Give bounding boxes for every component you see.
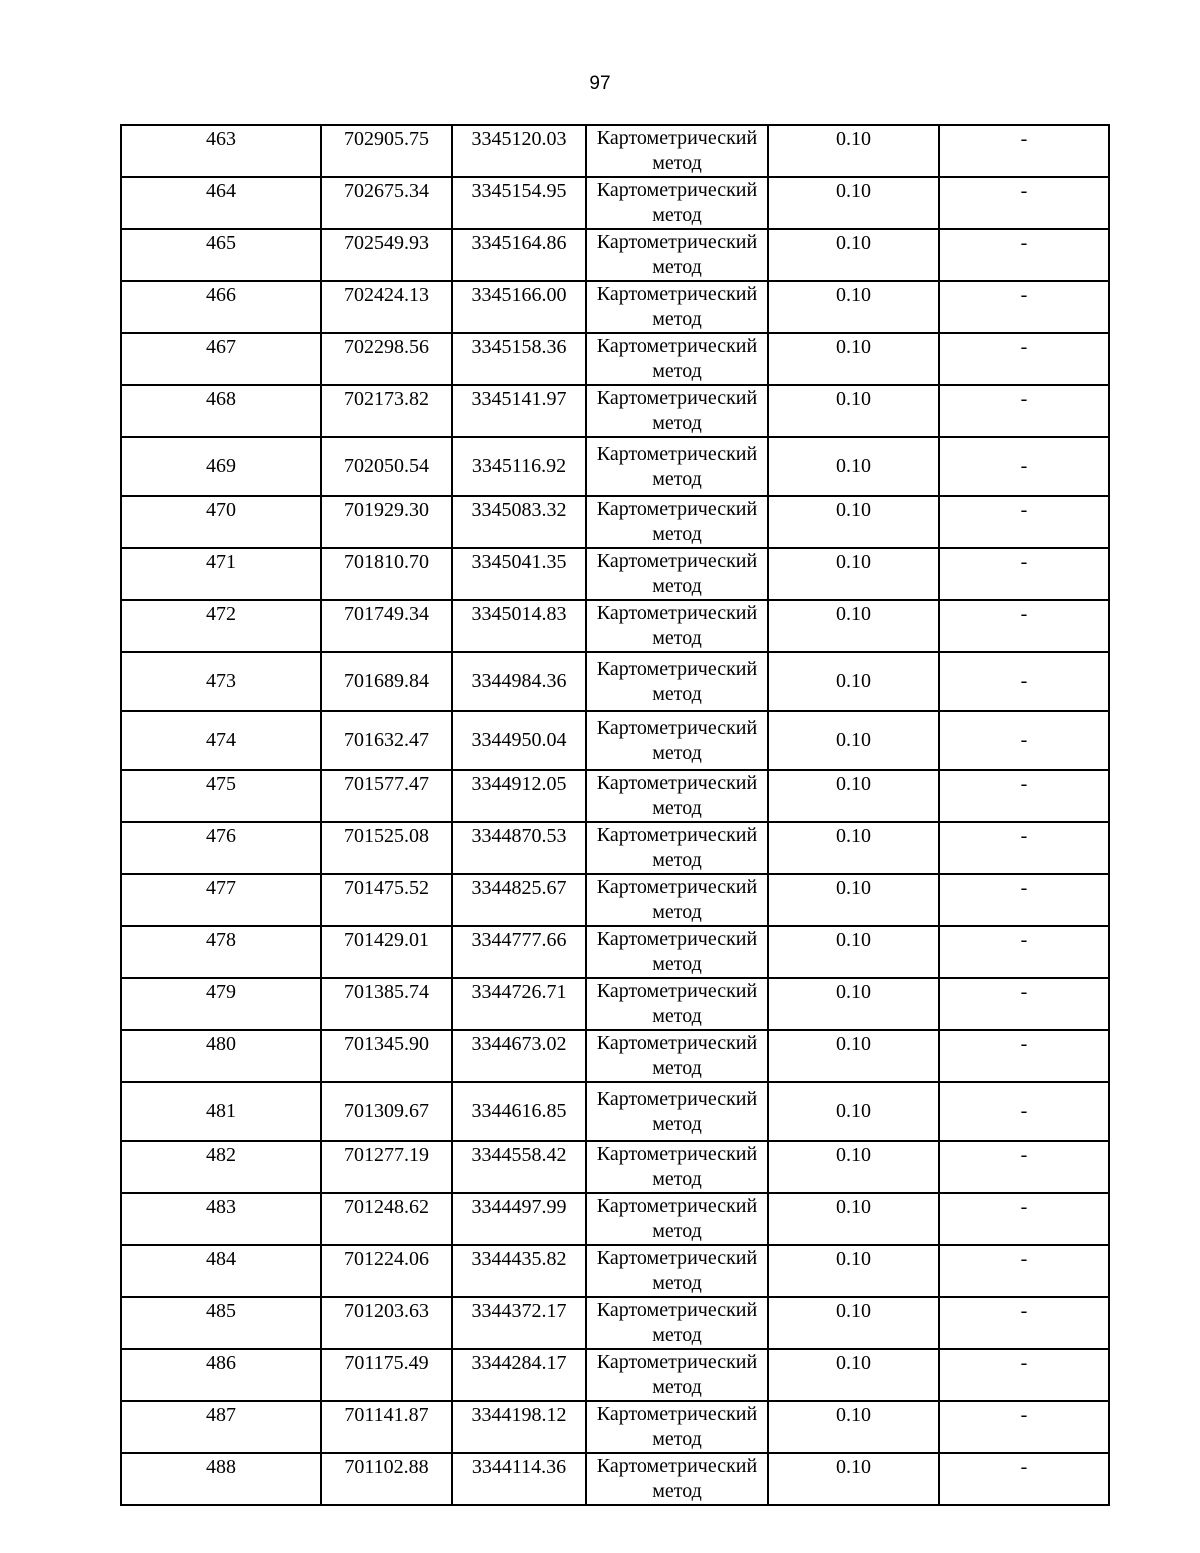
y-coordinate-cell: 3344984.36 [452,652,586,711]
point-number-cell: 477 [121,874,321,926]
x-coordinate-cell: 701175.49 [321,1349,452,1401]
x-coordinate-cell: 701277.19 [321,1141,452,1193]
table-row [121,600,1109,652]
accuracy-cell: 0.10 [768,333,939,385]
x-coordinate-cell: 701689.84 [321,652,452,711]
table-row [121,926,1109,978]
method-cell: Картометрический метод [586,978,768,1030]
table-row [121,437,1109,496]
table-row [121,1349,1109,1401]
note-cell: - [939,437,1109,496]
method-cell: Картометрический метод [586,1245,768,1297]
x-coordinate-cell: 701577.47 [321,770,452,822]
accuracy-cell: 0.10 [768,978,939,1030]
note-cell: - [939,1193,1109,1245]
point-number-cell: 479 [121,978,321,1030]
y-coordinate-cell: 3345083.32 [452,496,586,548]
point-number-cell: 471 [121,548,321,600]
point-number-cell: 486 [121,1349,321,1401]
x-coordinate-cell: 701102.88 [321,1453,452,1505]
point-number-cell: 467 [121,333,321,385]
note-cell: - [939,711,1109,770]
accuracy-cell: 0.10 [768,548,939,600]
point-number-cell: 470 [121,496,321,548]
x-coordinate-cell: 701525.08 [321,822,452,874]
y-coordinate-cell: 3344950.04 [452,711,586,770]
note-cell: - [939,1453,1109,1505]
accuracy-cell: 0.10 [768,437,939,496]
table-row [121,770,1109,822]
y-coordinate-cell: 3344870.53 [452,822,586,874]
x-coordinate-cell: 701309.67 [321,1082,452,1141]
accuracy-cell: 0.10 [768,125,939,177]
x-coordinate-cell: 701429.01 [321,926,452,978]
accuracy-cell: 0.10 [768,600,939,652]
y-coordinate-cell: 3344497.99 [452,1193,586,1245]
table-row [121,1245,1109,1297]
y-coordinate-cell: 3344372.17 [452,1297,586,1349]
coordinates-table [120,124,1110,1506]
method-cell: Картометрический метод [586,385,768,437]
page-number: 97 [589,73,611,94]
method-cell: Картометрический метод [586,281,768,333]
table-row [121,711,1109,770]
method-cell: Картометрический метод [586,333,768,385]
point-number-cell: 473 [121,652,321,711]
method-cell: Картометрический метод [586,229,768,281]
y-coordinate-cell: 3345154.95 [452,177,586,229]
accuracy-cell: 0.10 [768,281,939,333]
method-cell: Картометрический метод [586,437,768,496]
note-cell: - [939,548,1109,600]
table-row [121,1193,1109,1245]
accuracy-cell: 0.10 [768,926,939,978]
note-cell: - [939,874,1109,926]
method-cell: Картометрический метод [586,1349,768,1401]
table-row [121,1082,1109,1141]
point-number-cell: 485 [121,1297,321,1349]
x-coordinate-cell: 701203.63 [321,1297,452,1349]
note-cell: - [939,1082,1109,1141]
method-cell: Картометрический метод [586,600,768,652]
note-cell: - [939,281,1109,333]
table-row [121,281,1109,333]
table-row [121,229,1109,281]
note-cell: - [939,1141,1109,1193]
point-number-cell: 464 [121,177,321,229]
note-cell: - [939,978,1109,1030]
point-number-cell: 468 [121,385,321,437]
note-cell: - [939,926,1109,978]
y-coordinate-cell: 3345166.00 [452,281,586,333]
point-number-cell: 472 [121,600,321,652]
x-coordinate-cell: 701749.34 [321,600,452,652]
method-cell: Картометрический метод [586,874,768,926]
accuracy-cell: 0.10 [768,385,939,437]
table-row [121,1297,1109,1349]
y-coordinate-cell: 3344912.05 [452,770,586,822]
point-number-cell: 488 [121,1453,321,1505]
x-coordinate-cell: 701475.52 [321,874,452,926]
method-cell: Картометрический метод [586,926,768,978]
accuracy-cell: 0.10 [768,496,939,548]
table-row [121,822,1109,874]
table-row [121,1401,1109,1453]
accuracy-cell: 0.10 [768,1349,939,1401]
method-cell: Картометрический метод [586,548,768,600]
note-cell: - [939,385,1109,437]
table-row [121,978,1109,1030]
accuracy-cell: 0.10 [768,1453,939,1505]
note-cell: - [939,229,1109,281]
point-number-cell: 480 [121,1030,321,1082]
x-coordinate-cell: 702173.82 [321,385,452,437]
note-cell: - [939,770,1109,822]
x-coordinate-cell: 702424.13 [321,281,452,333]
point-number-cell: 487 [121,1401,321,1453]
point-number-cell: 478 [121,926,321,978]
x-coordinate-cell: 701224.06 [321,1245,452,1297]
note-cell: - [939,1297,1109,1349]
x-coordinate-cell: 701632.47 [321,711,452,770]
method-cell: Картометрический метод [586,711,768,770]
accuracy-cell: 0.10 [768,229,939,281]
point-number-cell: 481 [121,1082,321,1141]
table-row [121,125,1109,177]
accuracy-cell: 0.10 [768,822,939,874]
accuracy-cell: 0.10 [768,1141,939,1193]
y-coordinate-cell: 3344435.82 [452,1245,586,1297]
note-cell: - [939,177,1109,229]
x-coordinate-cell: 702298.56 [321,333,452,385]
point-number-cell: 466 [121,281,321,333]
y-coordinate-cell: 3344726.71 [452,978,586,1030]
table-row [121,652,1109,711]
y-coordinate-cell: 3344114.36 [452,1453,586,1505]
note-cell: - [939,1030,1109,1082]
note-cell: - [939,822,1109,874]
x-coordinate-cell: 702050.54 [321,437,452,496]
point-number-cell: 474 [121,711,321,770]
method-cell: Картометрический метод [586,770,768,822]
y-coordinate-cell: 3344673.02 [452,1030,586,1082]
accuracy-cell: 0.10 [768,652,939,711]
note-cell: - [939,1401,1109,1453]
note-cell: - [939,496,1109,548]
x-coordinate-cell: 701385.74 [321,978,452,1030]
x-coordinate-cell: 702675.34 [321,177,452,229]
note-cell: - [939,1245,1109,1297]
y-coordinate-cell: 3345041.35 [452,548,586,600]
point-number-cell: 484 [121,1245,321,1297]
accuracy-cell: 0.10 [768,1297,939,1349]
method-cell: Картометрический метод [586,1193,768,1245]
y-coordinate-cell: 3345120.03 [452,125,586,177]
note-cell: - [939,652,1109,711]
accuracy-cell: 0.10 [768,711,939,770]
method-cell: Картометрический метод [586,125,768,177]
y-coordinate-cell: 3345014.83 [452,600,586,652]
table-row [121,1141,1109,1193]
x-coordinate-cell: 702549.93 [321,229,452,281]
point-number-cell: 463 [121,125,321,177]
x-coordinate-cell: 701248.62 [321,1193,452,1245]
y-coordinate-cell: 3344198.12 [452,1401,586,1453]
accuracy-cell: 0.10 [768,770,939,822]
point-number-cell: 465 [121,229,321,281]
x-coordinate-cell: 701345.90 [321,1030,452,1082]
table-row [121,177,1109,229]
accuracy-cell: 0.10 [768,1193,939,1245]
y-coordinate-cell: 3344777.66 [452,926,586,978]
accuracy-cell: 0.10 [768,1030,939,1082]
y-coordinate-cell: 3345164.86 [452,229,586,281]
coordinates-table-body [121,125,1109,1505]
note-cell: - [939,1349,1109,1401]
method-cell: Картометрический метод [586,822,768,874]
point-number-cell: 483 [121,1193,321,1245]
accuracy-cell: 0.10 [768,1245,939,1297]
table-row [121,874,1109,926]
method-cell: Картометрический метод [586,652,768,711]
accuracy-cell: 0.10 [768,1401,939,1453]
method-cell: Картометрический метод [586,1297,768,1349]
method-cell: Картометрический метод [586,496,768,548]
method-cell: Картометрический метод [586,177,768,229]
point-number-cell: 475 [121,770,321,822]
y-coordinate-cell: 3345141.97 [452,385,586,437]
x-coordinate-cell: 702905.75 [321,125,452,177]
table-row [121,385,1109,437]
point-number-cell: 482 [121,1141,321,1193]
table-row [121,496,1109,548]
y-coordinate-cell: 3344284.17 [452,1349,586,1401]
method-cell: Картометрический метод [586,1082,768,1141]
y-coordinate-cell: 3345116.92 [452,437,586,496]
point-number-cell: 469 [121,437,321,496]
method-cell: Картометрический метод [586,1453,768,1505]
method-cell: Картометрический метод [586,1141,768,1193]
y-coordinate-cell: 3344558.42 [452,1141,586,1193]
x-coordinate-cell: 701810.70 [321,548,452,600]
x-coordinate-cell: 701929.30 [321,496,452,548]
note-cell: - [939,600,1109,652]
accuracy-cell: 0.10 [768,177,939,229]
point-number-cell: 476 [121,822,321,874]
table-row [121,548,1109,600]
note-cell: - [939,333,1109,385]
y-coordinate-cell: 3345158.36 [452,333,586,385]
y-coordinate-cell: 3344825.67 [452,874,586,926]
table-row [121,1030,1109,1082]
note-cell: - [939,125,1109,177]
accuracy-cell: 0.10 [768,874,939,926]
x-coordinate-cell: 701141.87 [321,1401,452,1453]
method-cell: Картометрический метод [586,1401,768,1453]
table-row [121,1453,1109,1505]
y-coordinate-cell: 3344616.85 [452,1082,586,1141]
accuracy-cell: 0.10 [768,1082,939,1141]
table-row [121,333,1109,385]
method-cell: Картометрический метод [586,1030,768,1082]
